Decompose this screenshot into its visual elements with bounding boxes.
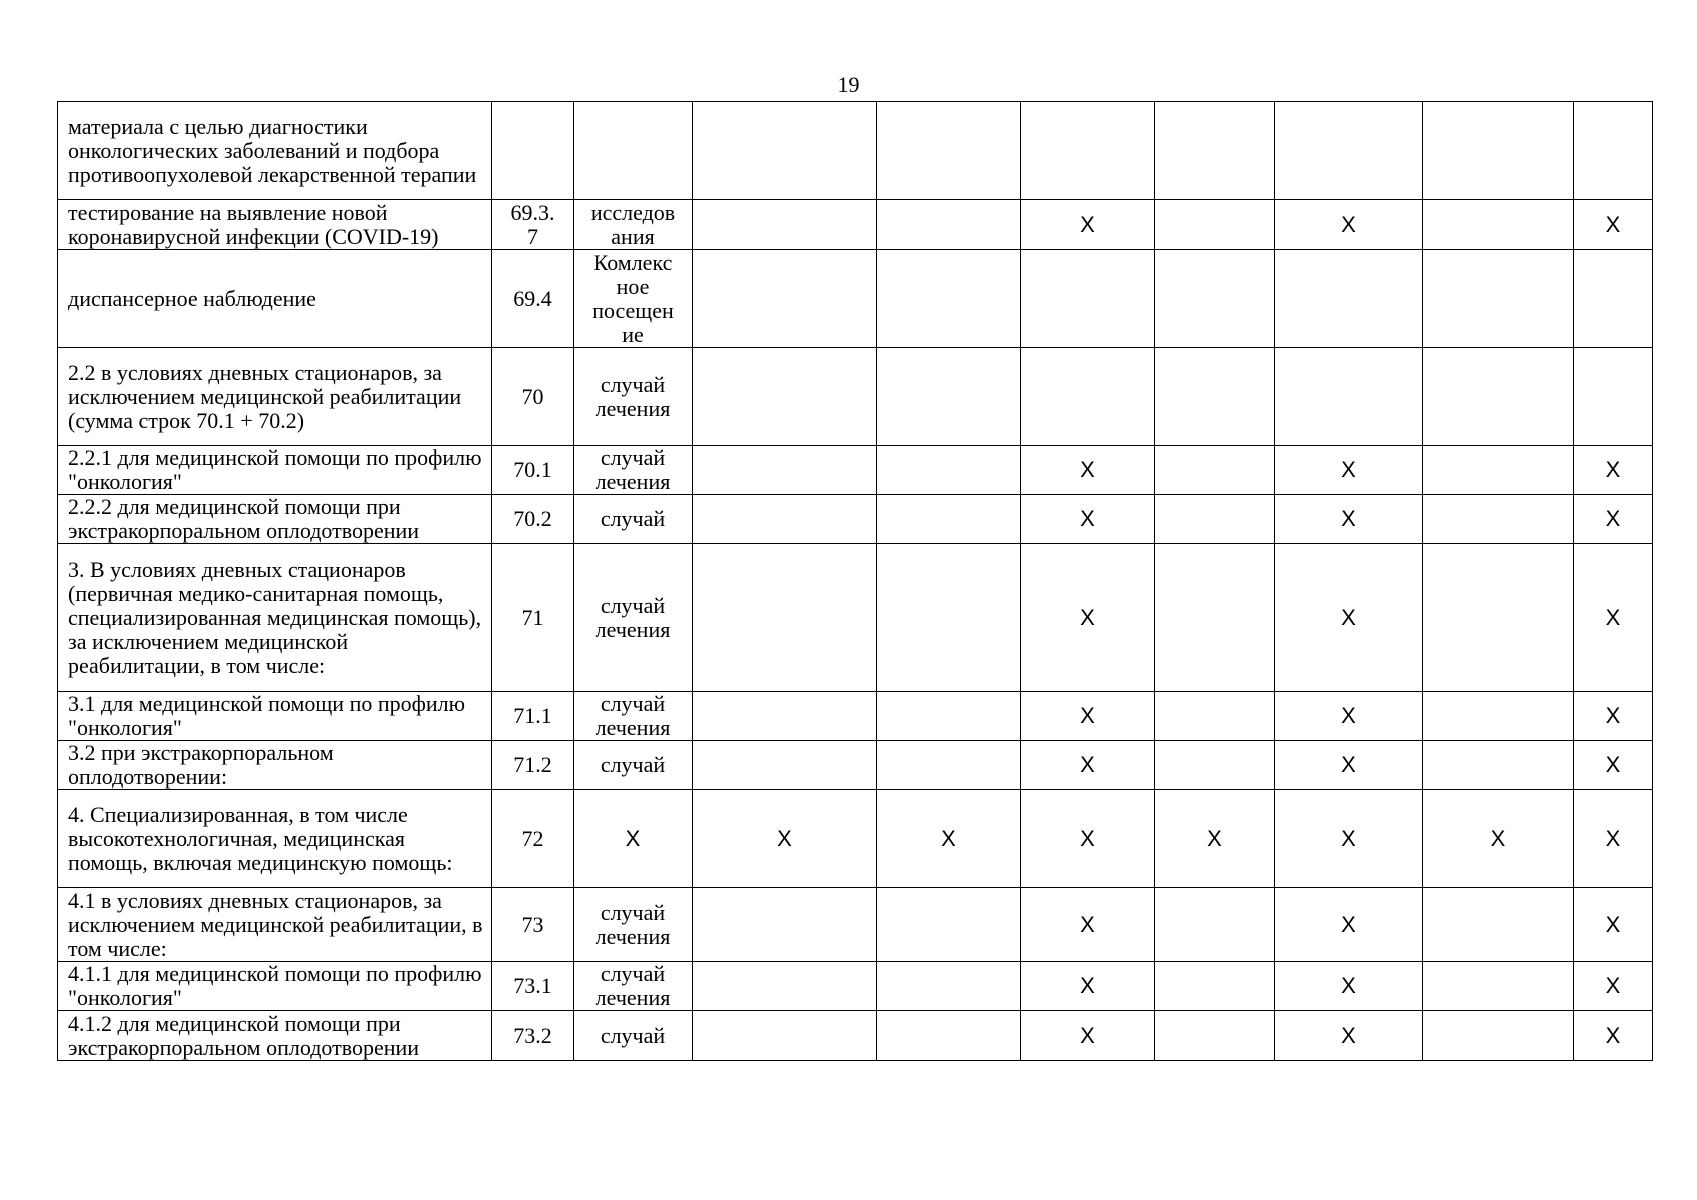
value-cell <box>877 446 1021 495</box>
value-cell <box>1423 348 1574 446</box>
value-cell <box>1423 446 1574 495</box>
value-cell <box>1155 741 1275 790</box>
row-unit-cell <box>574 102 693 200</box>
value-cell: X <box>1574 200 1653 250</box>
row-unit-cell: случай лечения <box>574 446 693 495</box>
value-cell: X <box>1275 888 1423 962</box>
value-cell <box>1423 495 1574 544</box>
row-name-cell: 3.1 для медицинской помощи по профилю "онкология" <box>58 692 492 741</box>
value-cell: X <box>1574 888 1653 962</box>
value-cell <box>693 962 877 1011</box>
value-cell: X <box>1021 888 1155 962</box>
row-name-cell: 4.1 в условиях дневных стационаров, за исключением медицинской реабилитации, в том числе: <box>58 888 492 962</box>
table-row <box>58 102 1653 200</box>
row-unit-cell: случай лечения <box>574 962 693 1011</box>
table-row <box>58 250 1653 348</box>
value-cell <box>1155 962 1275 1011</box>
value-cell <box>1155 250 1275 348</box>
table-row <box>58 446 1653 495</box>
value-cell <box>1155 102 1275 200</box>
table-row <box>58 544 1653 692</box>
row-code-cell: 73.1 <box>492 962 574 1011</box>
value-cell <box>1155 544 1275 692</box>
value-cell: X <box>1021 544 1155 692</box>
value-cell <box>1275 348 1423 446</box>
value-cell: X <box>1021 1011 1155 1061</box>
value-cell <box>693 544 877 692</box>
value-cell <box>1423 962 1574 1011</box>
value-cell <box>1155 692 1275 741</box>
value-cell <box>1574 250 1653 348</box>
value-cell: X <box>1574 741 1653 790</box>
value-cell <box>693 446 877 495</box>
value-cell <box>1155 446 1275 495</box>
row-name-cell: 4.1.1 для медицинской помощи по профилю "онкология" <box>58 962 492 1011</box>
value-cell <box>693 495 877 544</box>
value-cell <box>1155 1011 1275 1061</box>
value-cell: X <box>1275 200 1423 250</box>
value-cell <box>1423 250 1574 348</box>
value-cell: X <box>1021 741 1155 790</box>
value-cell: X <box>1275 790 1423 888</box>
value-cell <box>1275 250 1423 348</box>
value-cell <box>877 1011 1021 1061</box>
value-cell <box>877 544 1021 692</box>
value-cell <box>1155 348 1275 446</box>
row-name-cell: 2.2.1 для медицинской помощи по профилю "онкология" <box>58 446 492 495</box>
value-cell <box>877 348 1021 446</box>
table-row <box>58 495 1653 544</box>
value-cell: X <box>1574 446 1653 495</box>
value-cell <box>1423 102 1574 200</box>
row-name-cell: 3. В условиях дневных стационаров (первичная медико-санитарная помощь, специализированная медицинская помощь), за исключением медицинской реабилитации, в том числе: <box>58 544 492 692</box>
value-cell <box>693 200 877 250</box>
value-cell: X <box>1275 446 1423 495</box>
value-cell <box>1155 888 1275 962</box>
row-unit-cell: X <box>574 790 693 888</box>
data-table <box>57 101 1653 1061</box>
row-unit-cell: случай <box>574 741 693 790</box>
row-code-cell: 69.4 <box>492 250 574 348</box>
value-cell: X <box>1021 692 1155 741</box>
value-cell <box>1423 1011 1574 1061</box>
row-unit-cell: случай <box>574 1011 693 1061</box>
row-name-cell: тестирование на выявление новой коронавирусной инфекции (COVID-19) <box>58 200 492 250</box>
value-cell <box>1021 250 1155 348</box>
value-cell: X <box>1275 962 1423 1011</box>
value-cell <box>877 102 1021 200</box>
value-cell: X <box>1021 495 1155 544</box>
row-unit-cell: случай лечения <box>574 348 693 446</box>
value-cell: X <box>693 790 877 888</box>
value-cell <box>1155 495 1275 544</box>
value-cell <box>693 102 877 200</box>
value-cell <box>1423 200 1574 250</box>
value-cell <box>877 250 1021 348</box>
row-unit-cell: случай <box>574 495 693 544</box>
row-unit-cell: случай лечения <box>574 544 693 692</box>
value-cell <box>1574 348 1653 446</box>
row-unit-cell: случай лечения <box>574 692 693 741</box>
value-cell: X <box>1155 790 1275 888</box>
row-code-cell: 73 <box>492 888 574 962</box>
value-cell <box>1423 692 1574 741</box>
value-cell <box>693 888 877 962</box>
value-cell <box>877 692 1021 741</box>
value-cell <box>1423 888 1574 962</box>
value-cell <box>1021 102 1155 200</box>
value-cell: X <box>1275 1011 1423 1061</box>
value-cell <box>1423 544 1574 692</box>
value-cell <box>877 200 1021 250</box>
value-cell: X <box>1574 1011 1653 1061</box>
row-code-cell: 70.2 <box>492 495 574 544</box>
value-cell <box>1574 102 1653 200</box>
value-cell: X <box>1423 790 1574 888</box>
table-row <box>58 888 1653 962</box>
row-name-cell: 4. Специализированная, в том числе высокотехнологичная, медицинская помощь, включая медицинскую помощь: <box>58 790 492 888</box>
value-cell: X <box>1574 544 1653 692</box>
row-code-cell: 69.3. 7 <box>492 200 574 250</box>
row-code-cell: 70.1 <box>492 446 574 495</box>
value-cell <box>1021 348 1155 446</box>
value-cell: X <box>1574 692 1653 741</box>
value-cell <box>1275 102 1423 200</box>
row-name-cell: 2.2.2 для медицинской помощи при экстракорпоральном оплодотворении <box>58 495 492 544</box>
value-cell: X <box>1275 544 1423 692</box>
value-cell <box>877 888 1021 962</box>
value-cell <box>877 741 1021 790</box>
table-row <box>58 962 1653 1011</box>
value-cell: X <box>1574 962 1653 1011</box>
value-cell <box>693 348 877 446</box>
row-name-cell: материала с целью диагностики онкологических заболеваний и подбора противоопухолевой лекарственной терапии <box>58 102 492 200</box>
value-cell <box>1423 741 1574 790</box>
table-row <box>58 348 1653 446</box>
table-row <box>58 200 1653 250</box>
row-code-cell: 71.2 <box>492 741 574 790</box>
value-cell <box>693 250 877 348</box>
row-unit-cell: исследов ания <box>574 200 693 250</box>
value-cell: X <box>877 790 1021 888</box>
page-number: 19 <box>837 72 860 97</box>
value-cell: X <box>1021 200 1155 250</box>
row-name-cell: диспансерное наблюдение <box>58 250 492 348</box>
value-cell: X <box>1021 790 1155 888</box>
table-row <box>58 1011 1653 1061</box>
row-name-cell: 2.2 в условиях дневных стационаров, за исключением медицинской реабилитации (сумма строк 70.1 + 70.2) <box>58 348 492 446</box>
row-code-cell <box>492 102 574 200</box>
row-name-cell: 4.1.2 для медицинской помощи при экстракорпоральном оплодотворении <box>58 1011 492 1061</box>
row-code-cell: 72 <box>492 790 574 888</box>
value-cell: X <box>1021 446 1155 495</box>
row-unit-cell: Комлекс ное посещен ие <box>574 250 693 348</box>
value-cell <box>693 692 877 741</box>
value-cell: X <box>1574 790 1653 888</box>
value-cell: X <box>1275 741 1423 790</box>
value-cell <box>877 962 1021 1011</box>
value-cell <box>693 741 877 790</box>
row-code-cell: 71 <box>492 544 574 692</box>
table-row <box>58 790 1653 888</box>
row-code-cell: 73.2 <box>492 1011 574 1061</box>
table-row <box>58 741 1653 790</box>
value-cell: X <box>1275 692 1423 741</box>
value-cell <box>877 495 1021 544</box>
table-row <box>58 692 1653 741</box>
value-cell: X <box>1275 495 1423 544</box>
row-unit-cell: случай лечения <box>574 888 693 962</box>
table-body <box>58 102 1653 1061</box>
value-cell: X <box>1574 495 1653 544</box>
value-cell <box>693 1011 877 1061</box>
value-cell: X <box>1021 962 1155 1011</box>
row-name-cell: 3.2 при экстракорпоральном оплодотворении: <box>58 741 492 790</box>
row-code-cell: 71.1 <box>492 692 574 741</box>
row-code-cell: 70 <box>492 348 574 446</box>
value-cell <box>1155 200 1275 250</box>
